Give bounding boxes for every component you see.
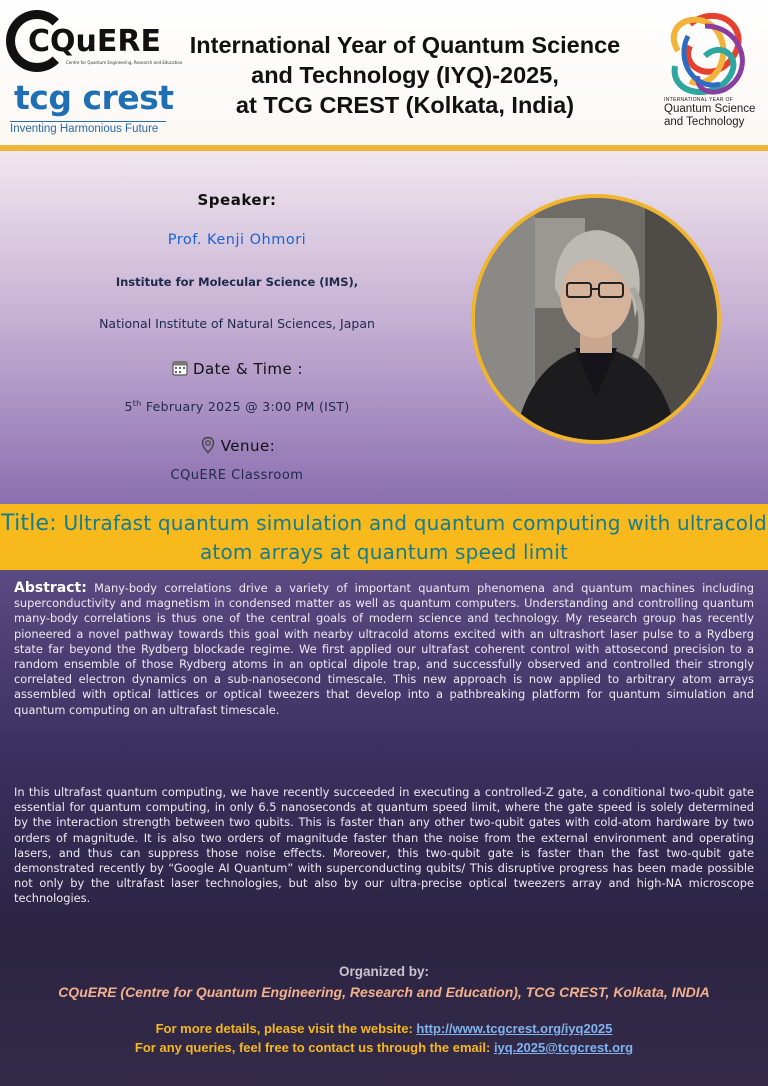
website-link[interactable]: http://www.tcgcrest.org/iyq2025: [416, 1021, 613, 1036]
venue-label: Venue:: [220, 437, 276, 455]
iyq-small-text: INTERNATIONAL YEAR OF: [664, 97, 733, 103]
tcg-crest-tagline: Inventing Harmonious Future: [10, 121, 166, 135]
abstract-label: Abstract:: [14, 580, 87, 596]
speaker-section: [0, 151, 768, 504]
page-title: [165, 30, 645, 120]
speaker-institute-2: National Institute of Natural Sciences, Japan: [99, 316, 375, 331]
date-rest: February 2025 @ 3:00 PM (IST): [141, 399, 350, 415]
speaker-photo: [471, 194, 721, 444]
email-link[interactable]: iyq.2025@tcgcrest.org: [493, 1040, 634, 1055]
talk-title-text: Ultrafast quantum simulation and quantum computing with ultracold atom arrays at quantum speed limit: [56, 511, 767, 564]
abstract-section: [0, 570, 768, 1086]
organized-by-value: CQuERE (Centre for Quantum Engineering, Research and Education), TCG CREST, Kolkata, INDIA: [58, 984, 710, 1000]
email-prefix: For any queries, feel free to contact us through the email:: [134, 1040, 494, 1055]
title-line-3: at TCG CREST (Kolkata, India): [235, 92, 575, 118]
cquere-logo-text: CQuERE: [28, 24, 161, 59]
speaker-name: Prof. Kenji Ohmori: [167, 232, 307, 248]
venue-value: CQuERE Classroom: [170, 468, 304, 483]
speaker-institute-1: Institute for Molecular Science (IMS),: [115, 275, 359, 289]
date-time-heading: [0, 359, 474, 378]
abstract-text-1: Many-body correlations drive a variety of important quantum phenomena and quantum machines including superconductivity and magnetism in condensed matter as well as quantum computers. Understanding and controlling quantum many-body correlations is thus one of the central goals of modern science and technology. My research group has recently pioneered a novel pathway towards this goal with nearby ultracold atoms excited with an ultrashort laser pulse to a Rydberg state far beyond the Rydberg blockade regime. We first applied our ultrafast coherent control with attosecond precision to a random ensemble of those Rydberg atoms in an optical dipole trap, and successfully observed and controlled their strongly correlated electron dynamics on a sub-nanosecond timescale. This new approach is now applied to arbitrary atom arrays assembled with optical lattices or optical tweezers that develop into a pathbreaking platform for quantum simulation and quantum computing on an ultrafast timescale.: [14, 581, 754, 717]
date-suffix: th: [132, 399, 142, 408]
website-line: [0, 1021, 768, 1036]
date-day: 5: [124, 399, 133, 415]
speaker-label: Speaker:: [197, 191, 277, 209]
iyq-line-2: and Technology: [664, 115, 745, 128]
calendar-icon: [171, 359, 189, 377]
email-line: [0, 1040, 768, 1055]
organized-by-label: Organized by:: [338, 964, 429, 979]
tcg-crest-logo: tcg crest: [14, 78, 174, 117]
abstract-paragraph-1: [14, 581, 754, 718]
cquere-logo-subtext: Centre for Quantum Engineering, Research and Education: [66, 60, 183, 65]
website-prefix: For more details, please visit the website:: [155, 1021, 417, 1036]
title-line-2: and Technology (IYQ)-2025,: [251, 62, 559, 88]
iyq-line-1: Quantum Science: [664, 103, 756, 115]
header: [0, 0, 768, 145]
title-line-1: International Year of Quantum Science: [189, 32, 621, 58]
venue-heading: [0, 436, 474, 455]
talk-title: [0, 504, 768, 570]
date-time-value: [0, 399, 474, 414]
talk-title-label: Title:: [1, 511, 57, 536]
speaker-portrait: [475, 198, 717, 440]
date-time-label: Date & Time :: [192, 360, 304, 378]
location-pin-icon: [199, 436, 217, 454]
iyq-logo-text: [664, 97, 755, 128]
abstract-paragraph-2: In this ultrafast quantum computing, we have recently succeeded in executing a controlled-Z gate, a conditional two-qubit gate essential for quantum computing, in only 6.5 nanoseconds at quantum speed limit, where the gate speed is solely determined by the interaction strength between two qubits. This is faster than any other two-qubit gates with cold-atom hardware by two orders of magnitude. It is also two orders of magnitude faster than the noise from the external environment and operating lasers, and thus can suppress those noise effects. Moreover, this two-qubit gate is faster than the fast two-qubit gate demonstrated recently by “Google AI Quantum” with superconducting qubits/ This disruptive progress has been made possible not only by the ultrafast laser technologies, but also by our ultra-precise optical tweezers array and high-NA microscope technologies.: [14, 785, 754, 906]
cquere-logo: [6, 8, 183, 74]
